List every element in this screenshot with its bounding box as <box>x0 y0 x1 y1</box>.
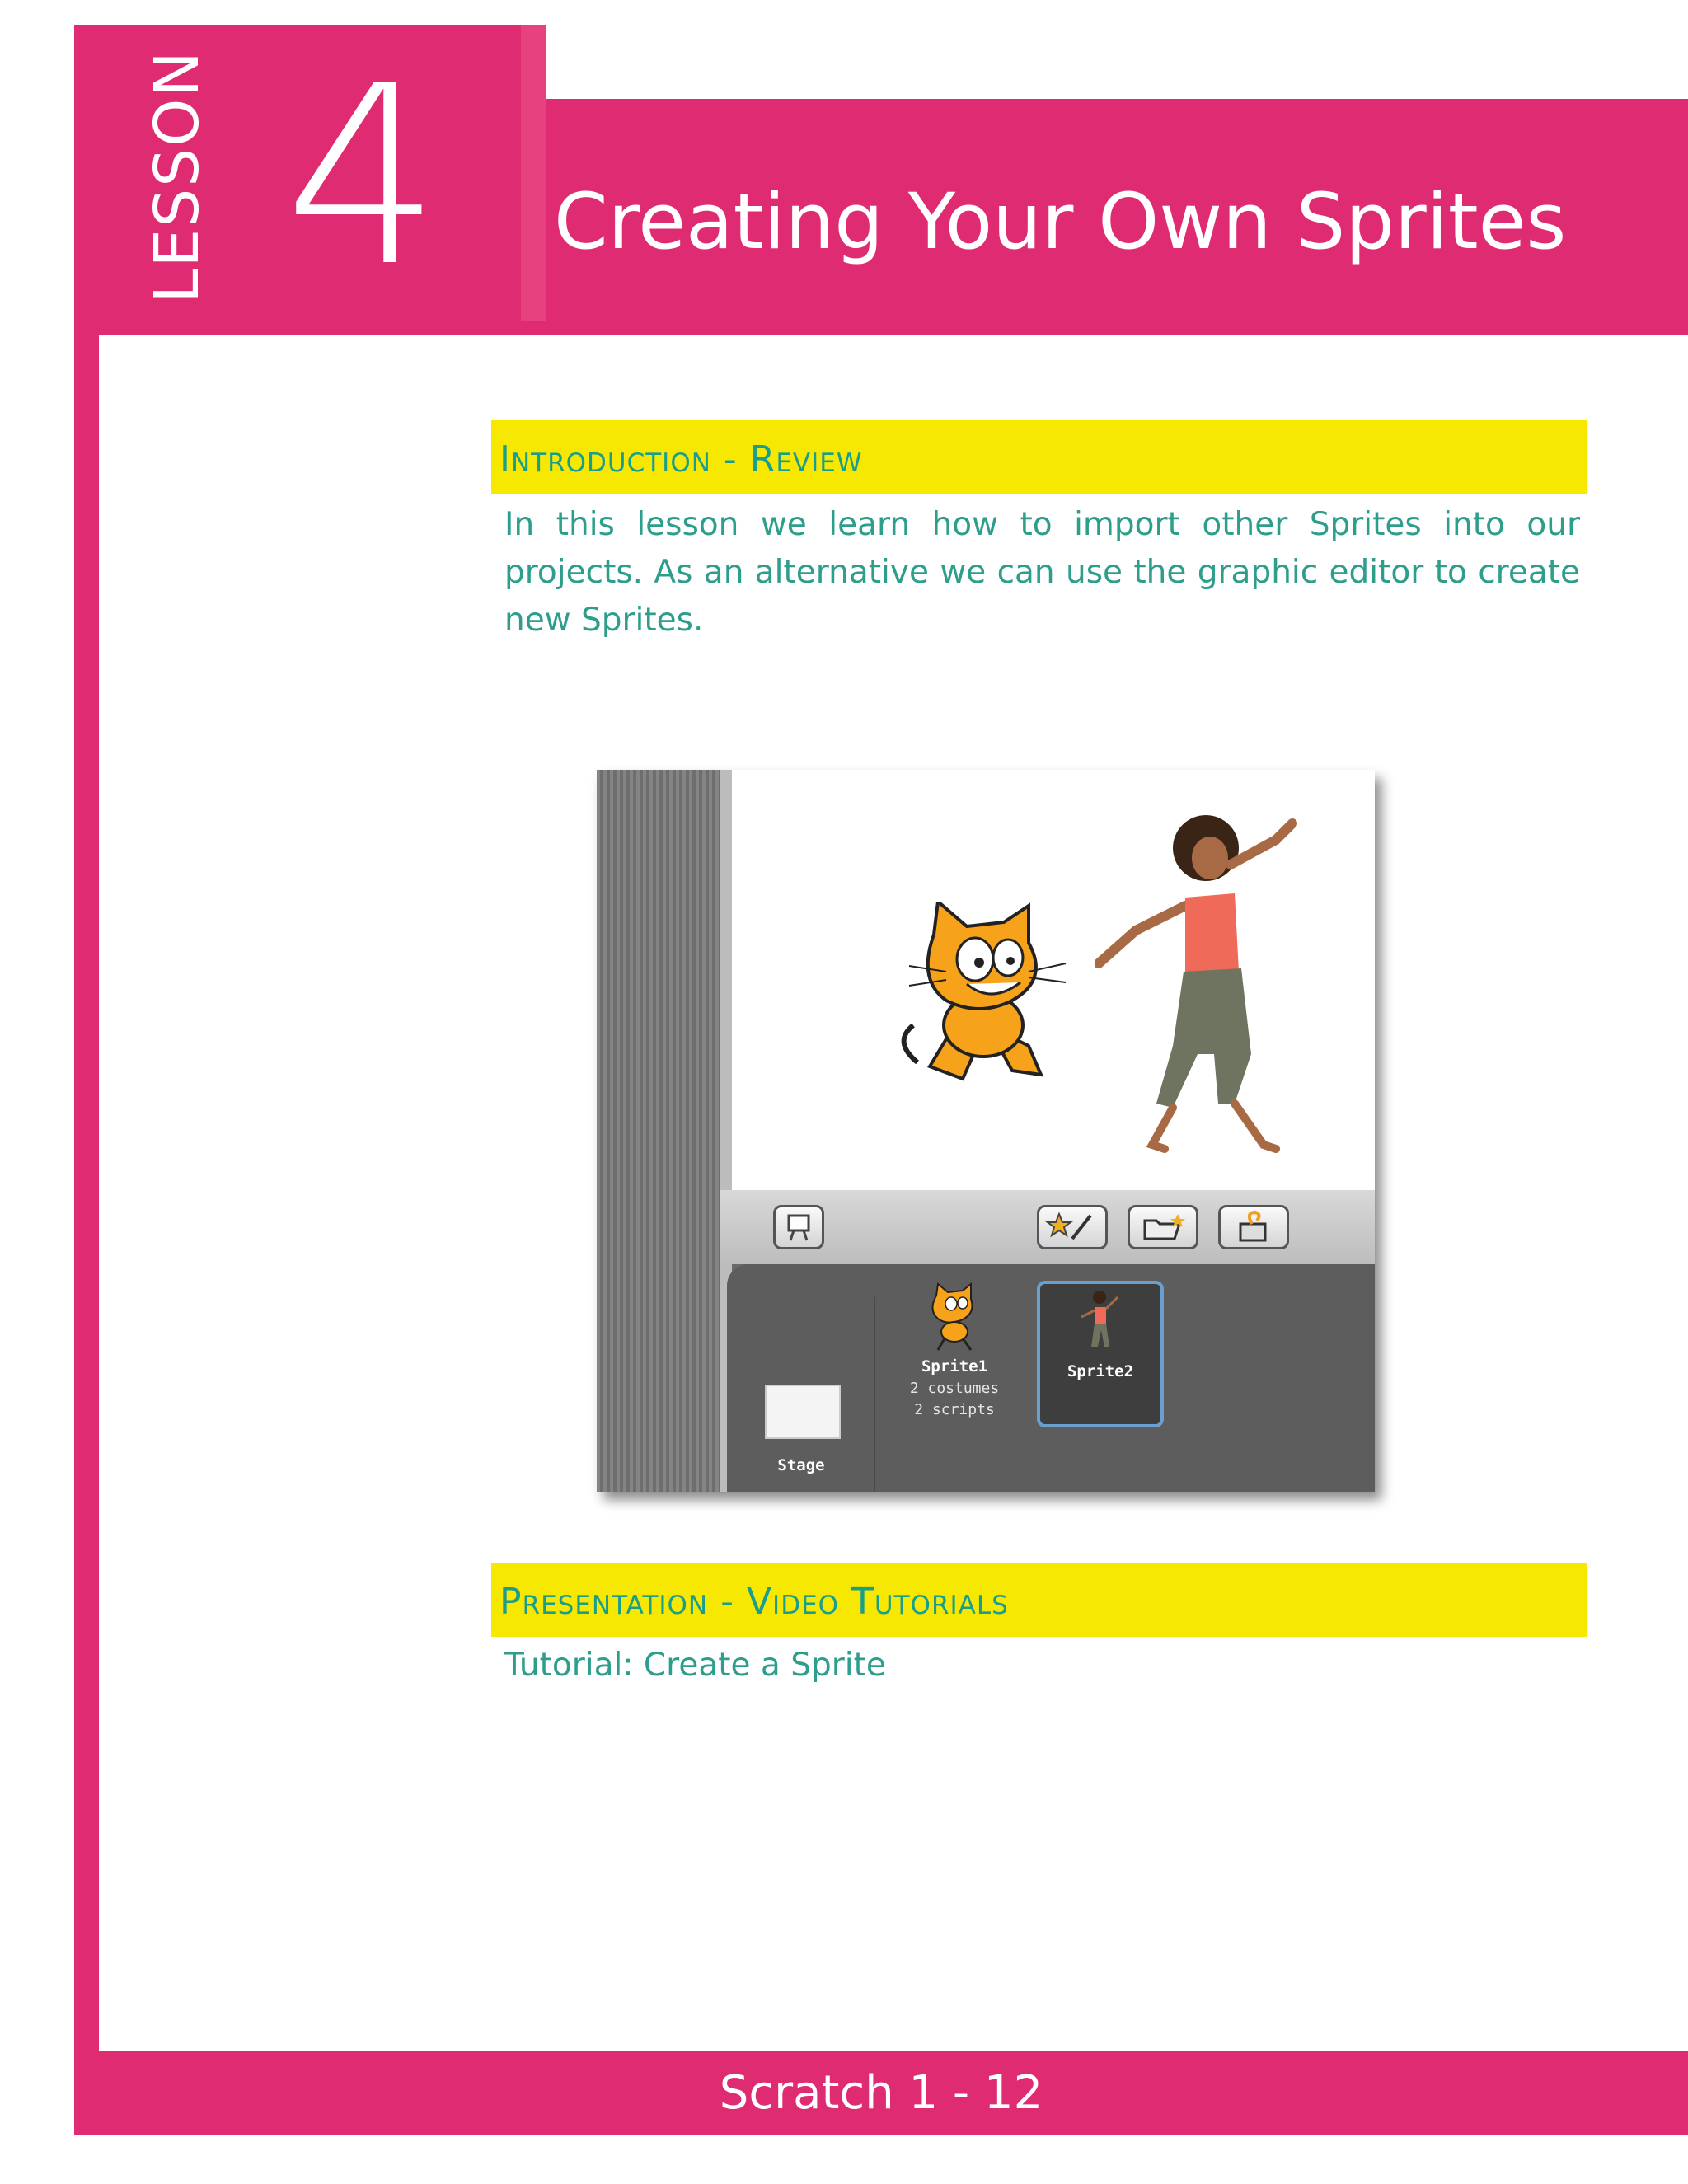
sprite1-name: Sprite1 <box>921 1357 988 1376</box>
sprite1-cat-thumbnail[interactable] <box>921 1281 987 1355</box>
scratch-screenshot <box>597 770 1375 1492</box>
page-title: Creating Your Own Sprites <box>554 177 1567 267</box>
introduction-paragraph: In this lesson we learn how to import other Sprites into our projects. As an alternative we can use the graphic editor to create new Sprites. <box>504 506 1580 639</box>
surprise-sprite-button[interactable] <box>1218 1205 1289 1249</box>
section-heading-text: Introduction - Review <box>499 438 863 480</box>
section-heading-presentation <box>491 1563 1587 1637</box>
stage-thumbnail[interactable] <box>765 1385 841 1439</box>
sprite2-name: Sprite2 <box>1067 1362 1134 1380</box>
sprite2-dancer-thumbnail <box>1076 1289 1126 1363</box>
paintbrush-star-icon <box>1039 1207 1105 1247</box>
section-heading-introduction <box>491 420 1587 494</box>
choose-sprite-from-file-button[interactable] <box>1128 1205 1198 1249</box>
sprite1-costumes: 2 costumes <box>909 1380 1000 1397</box>
scratch-cat-illustration <box>897 902 1078 1099</box>
footer-page-label: Scratch 1 - 12 <box>719 2066 1043 2120</box>
scratch-sprite-list-panel <box>727 1264 1375 1492</box>
scratch-stage <box>732 770 1375 1190</box>
tutorial-link[interactable]: Tutorial: Create a Sprite <box>504 1647 886 1684</box>
surprise-box-icon <box>1221 1207 1287 1247</box>
stage-label: Stage <box>777 1456 825 1474</box>
stage-presentation-button[interactable] <box>773 1205 824 1249</box>
paint-new-sprite-button[interactable] <box>1037 1205 1108 1249</box>
page-frame-left <box>74 25 99 2135</box>
folder-star-icon <box>1130 1207 1196 1247</box>
scratch-sprite-toolbar <box>720 1190 1375 1264</box>
lesson-number: 4 <box>284 33 442 321</box>
panel-separator <box>874 1297 875 1492</box>
lesson-block-accent <box>521 25 546 321</box>
dancer-sprite-illustration <box>1095 807 1334 1186</box>
sprite2-tile[interactable] <box>1037 1281 1164 1427</box>
scratch-scrollbar-area <box>597 770 720 1492</box>
easel-icon <box>776 1207 822 1247</box>
sprite1-scripts: 2 scripts <box>914 1401 995 1418</box>
section-heading-text: Presentation - Video Tutorials <box>499 1581 1009 1623</box>
